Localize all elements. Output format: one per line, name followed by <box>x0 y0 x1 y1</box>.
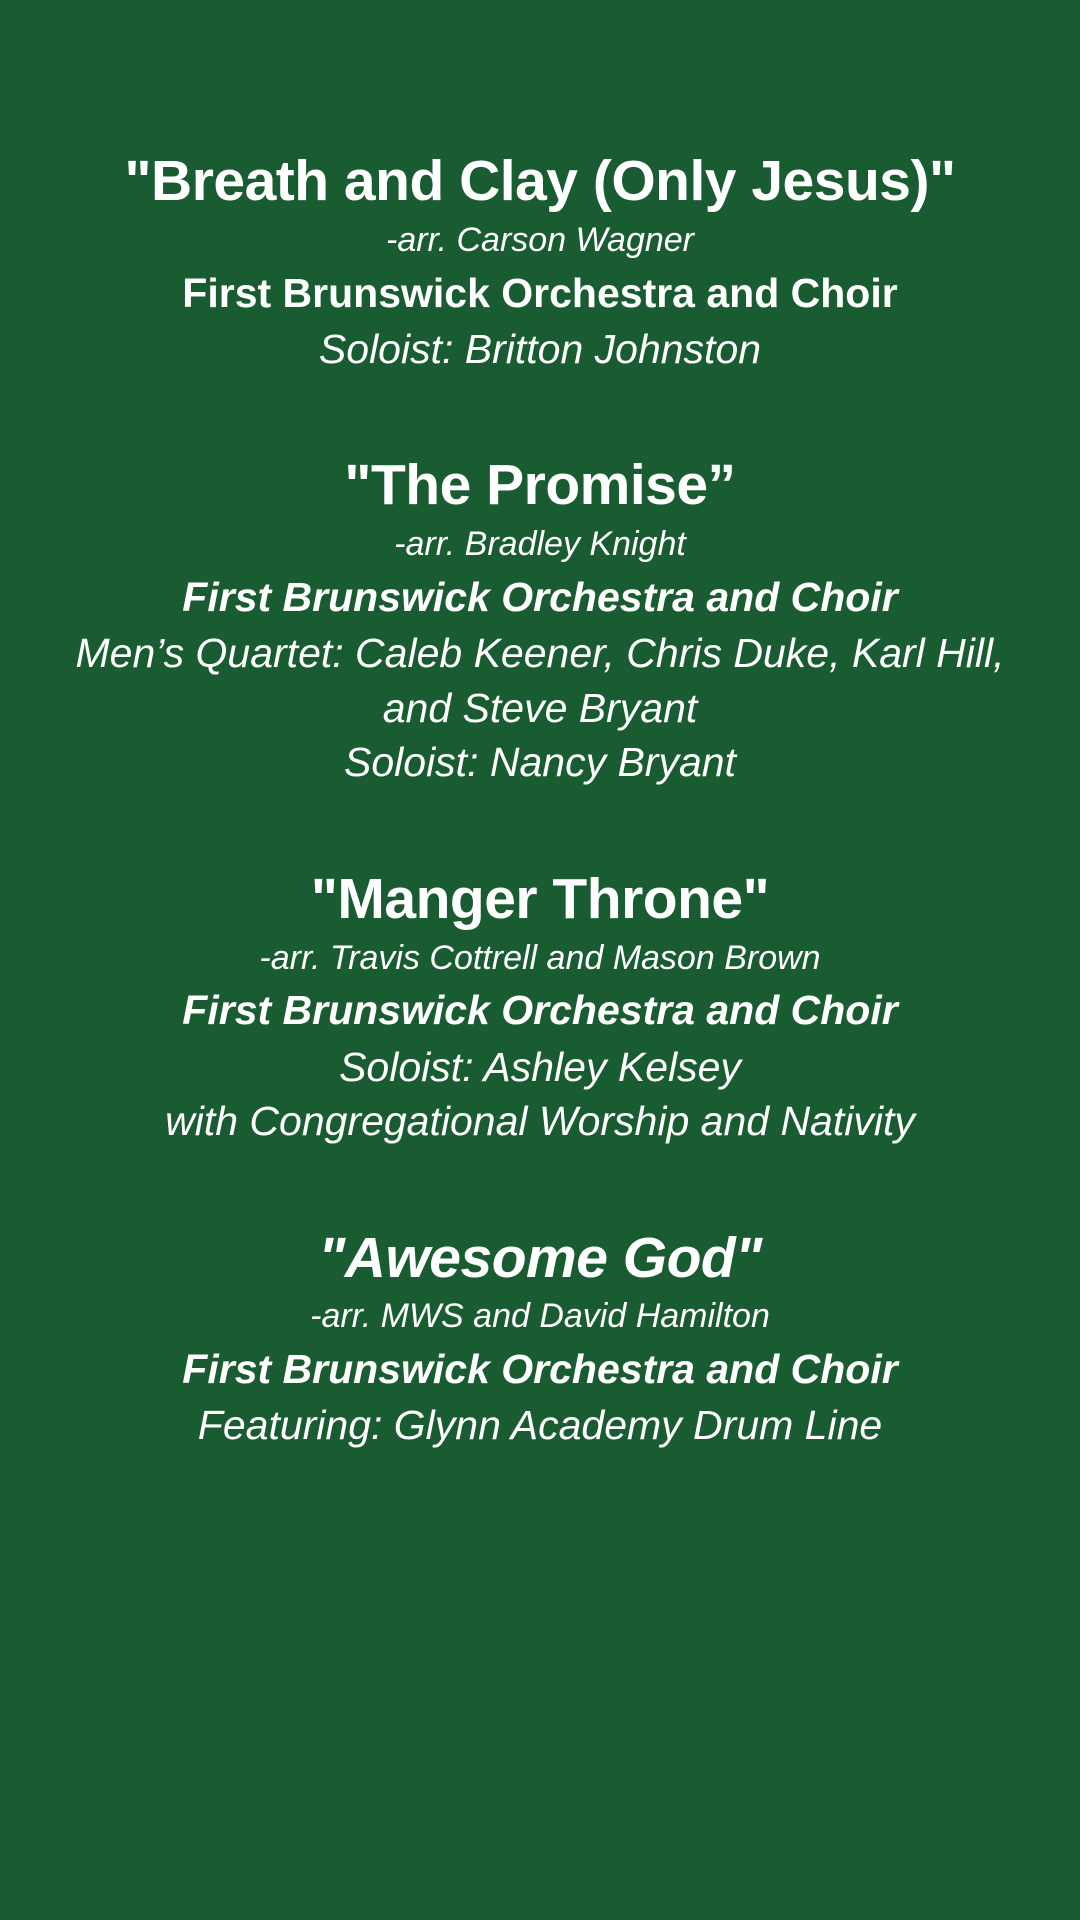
piece-title: "Awesome God" <box>318 1225 762 1290</box>
program-piece <box>20 454 1060 789</box>
piece-performer: Featuring: Glynn Academy Drum Line <box>197 1402 883 1449</box>
piece-title: "The Promise” <box>344 453 736 518</box>
piece-performer: Soloist: Nancy Bryant <box>344 739 736 786</box>
piece-title: "Manger Throne" <box>310 866 770 931</box>
piece-title: "Breath and Clay (Only Jesus)" <box>124 149 956 213</box>
piece-arranger: -arr. Bradley Knight <box>394 525 686 564</box>
program-piece <box>20 868 1060 1149</box>
piece-ensemble: First Brunswick Orchestra and Choir <box>182 269 898 316</box>
piece-performer: with Congregational Worship and Nativity <box>165 1098 915 1145</box>
program-piece <box>20 1227 1060 1453</box>
piece-ensemble: First Brunswick Orchestra and Choir <box>182 573 898 620</box>
program-piece <box>20 150 1060 376</box>
piece-arranger: -arr. Carson Wagner <box>386 220 694 259</box>
piece-arranger: -arr. MWS and David Hamilton <box>310 1297 770 1336</box>
piece-performer: Soloist: Britton Johnston <box>318 325 762 372</box>
piece-ensemble: First Brunswick Orchestra and Choir <box>182 1346 898 1393</box>
piece-arranger: -arr. Travis Cottrell and Mason Brown <box>259 938 821 977</box>
piece-performer: Soloist: Ashley Kelsey <box>339 1043 741 1090</box>
piece-ensemble: First Brunswick Orchestra and Choir <box>182 987 898 1034</box>
piece-performer: Men’s Quartet: Caleb Keener, Chris Duke, Karl Hill, and Steve Bryant <box>75 630 1005 731</box>
